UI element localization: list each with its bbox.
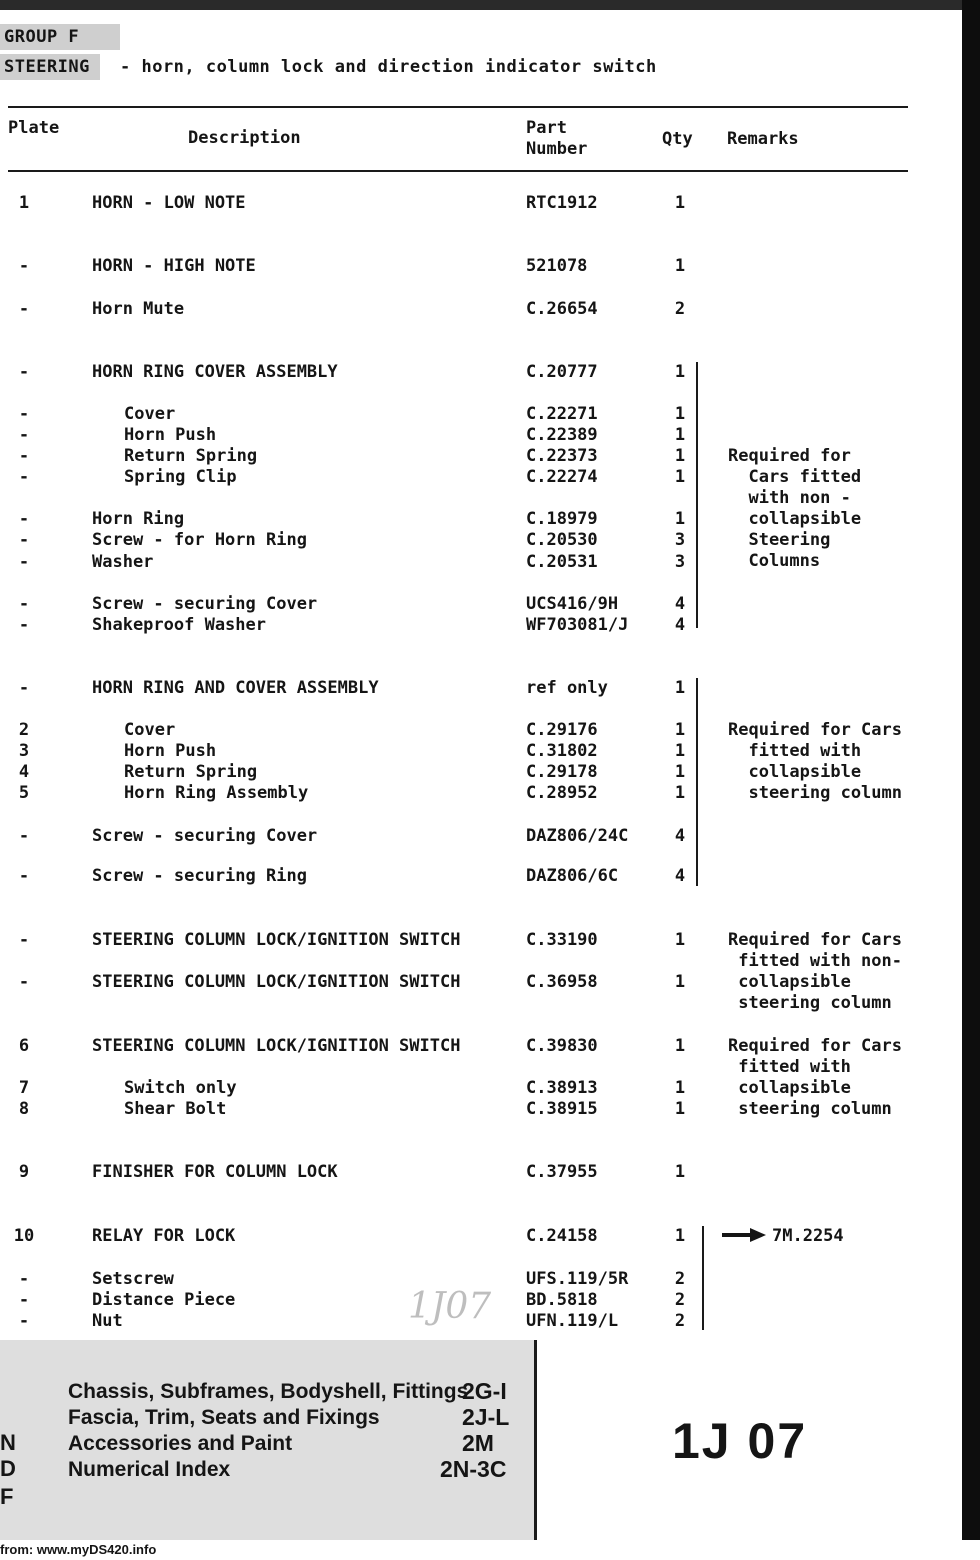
part-number-cell: UFN.119/L bbox=[526, 1311, 619, 1331]
description-cell: Screw - securing Ring bbox=[92, 866, 307, 886]
remark-lock-collapsible: Required for Cars fitted with collapsible steering column bbox=[728, 1036, 902, 1119]
footer-tab-letter: F bbox=[0, 1484, 14, 1509]
qty-cell: 1 bbox=[674, 404, 686, 424]
svg-text:1J07: 1J07 bbox=[408, 1286, 492, 1326]
source-credit: from: www.myDS420.info bbox=[0, 1542, 157, 1557]
remark-noncollapsible: Required for Cars fitted with non - collapsible Steering Columns bbox=[728, 446, 862, 571]
footer-code-chassis: 2G-I bbox=[462, 1378, 507, 1404]
qty-cell: 1 bbox=[674, 1099, 686, 1119]
table-row bbox=[0, 826, 960, 846]
qty-cell: 1 bbox=[674, 678, 686, 698]
plate-cell: - bbox=[18, 467, 30, 487]
scan-top-edge bbox=[0, 0, 980, 10]
part-number-cell: C.22271 bbox=[526, 404, 598, 424]
plate-cell: - bbox=[18, 362, 30, 382]
plate-cell: 8 bbox=[18, 1099, 30, 1119]
part-number-cell: BD.5818 bbox=[526, 1290, 598, 1310]
group-label: GROUP F bbox=[4, 27, 80, 47]
description-cell: Shakeproof Washer bbox=[92, 615, 266, 635]
column-plate: Plate bbox=[8, 118, 60, 138]
qty-cell: 1 bbox=[674, 930, 686, 950]
table-row bbox=[0, 193, 960, 213]
qty-cell: 1 bbox=[674, 446, 686, 466]
plate-cell: 2 bbox=[18, 720, 30, 740]
remark-collapsible: Required for Cars fitted with collapsible steering column bbox=[728, 720, 902, 803]
part-number-cell: C.36958 bbox=[526, 972, 598, 992]
qty-cell: 1 bbox=[674, 509, 686, 529]
plate-cell: - bbox=[18, 256, 30, 276]
part-number-cell: WF703081/J bbox=[526, 615, 629, 635]
qty-cell: 1 bbox=[674, 972, 686, 992]
relay-reference: 7M.2254 bbox=[772, 1226, 844, 1246]
description-cell: Horn Ring bbox=[92, 509, 185, 529]
part-number-cell: 521078 bbox=[526, 256, 588, 276]
part-number-cell: C.22373 bbox=[526, 446, 598, 466]
footer-index-chassis: Chassis, Subframes, Bodyshell, Fittings bbox=[68, 1380, 469, 1403]
plate-cell: - bbox=[18, 530, 30, 550]
part-number-cell: C.31802 bbox=[526, 741, 598, 761]
description-cell: Horn Mute bbox=[92, 299, 185, 319]
plate-cell: 4 bbox=[18, 762, 30, 782]
part-number-cell: DAZ806/24C bbox=[526, 826, 629, 846]
plate-cell: 5 bbox=[18, 783, 30, 803]
footer-code-fascia: 2J-L bbox=[462, 1404, 510, 1430]
qty-cell: 3 bbox=[674, 552, 686, 572]
description-cell: Screw - for Horn Ring bbox=[92, 530, 307, 550]
plate-cell: - bbox=[18, 594, 30, 614]
description-cell: RELAY FOR LOCK bbox=[92, 1226, 236, 1246]
qty-cell: 1 bbox=[674, 467, 686, 487]
column-part-line2: Number bbox=[526, 139, 588, 159]
qty-cell: 1 bbox=[674, 193, 686, 213]
plate-cell: - bbox=[18, 446, 30, 466]
qty-cell: 2 bbox=[674, 299, 686, 319]
qty-cell: 4 bbox=[674, 594, 686, 614]
part-number-cell: C.22274 bbox=[526, 467, 598, 487]
description-cell: Switch only bbox=[124, 1078, 237, 1098]
part-number-cell: C.29176 bbox=[526, 720, 598, 740]
part-number-cell: ref only bbox=[526, 678, 608, 698]
plate-cell: - bbox=[18, 972, 30, 992]
faint-stamp-watermark bbox=[404, 1282, 514, 1326]
footer-code-accessories: 2M bbox=[462, 1430, 494, 1456]
part-number-cell: DAZ806/6C bbox=[526, 866, 619, 886]
qty-cell: 4 bbox=[674, 866, 686, 886]
description-cell: Cover bbox=[124, 404, 176, 424]
description-cell: Shear Bolt bbox=[124, 1099, 227, 1119]
plate-cell: - bbox=[18, 1269, 30, 1289]
table-row bbox=[0, 256, 960, 276]
footer-index-numerical: Numerical Index bbox=[68, 1458, 231, 1481]
description-cell: Horn Push bbox=[124, 425, 217, 445]
qty-cell: 1 bbox=[674, 720, 686, 740]
description-cell: Return Spring bbox=[124, 762, 258, 782]
part-number-cell: C.37955 bbox=[526, 1162, 598, 1182]
qty-cell: 1 bbox=[674, 762, 686, 782]
part-number-cell: C.28952 bbox=[526, 783, 598, 803]
part-number-cell: C.20777 bbox=[526, 362, 598, 382]
description-cell: HORN - HIGH NOTE bbox=[92, 256, 256, 276]
qty-cell: 2 bbox=[674, 1290, 686, 1310]
table-row bbox=[0, 362, 960, 382]
footer-index-accessories: Accessories and Paint bbox=[68, 1432, 293, 1455]
footer-code-numerical: 2N-3C bbox=[440, 1456, 507, 1482]
table-row bbox=[0, 615, 960, 635]
plate-cell: 9 bbox=[18, 1162, 30, 1182]
footer-tab-letter: N bbox=[0, 1430, 16, 1455]
description-cell: HORN - LOW NOTE bbox=[92, 193, 246, 213]
column-qty: Qty bbox=[662, 129, 693, 149]
plate-cell: 1 bbox=[18, 193, 30, 213]
description-cell: STEERING COLUMN LOCK/IGNITION SWITCH bbox=[92, 972, 461, 992]
table-row bbox=[0, 1162, 960, 1182]
description-cell: STEERING COLUMN LOCK/IGNITION SWITCH bbox=[92, 1036, 461, 1056]
part-number-cell: C.38915 bbox=[526, 1099, 598, 1119]
scan-right-edge bbox=[962, 0, 980, 1560]
qty-cell: 1 bbox=[674, 783, 686, 803]
qty-cell: 1 bbox=[674, 362, 686, 382]
part-number-cell: C.26654 bbox=[526, 299, 598, 319]
qty-cell: 2 bbox=[674, 1269, 686, 1289]
description-cell: Horn Ring Assembly bbox=[124, 783, 309, 803]
description-cell: STEERING COLUMN LOCK/IGNITION SWITCH bbox=[92, 930, 461, 950]
footer-tab-letter: D bbox=[0, 1456, 16, 1481]
plate-cell: 6 bbox=[18, 1036, 30, 1056]
arrow-right-icon bbox=[722, 1228, 766, 1242]
plate-cell: - bbox=[18, 826, 30, 846]
plate-cell: - bbox=[18, 678, 30, 698]
remark-lock-noncollapsible: Required for Cars fitted with non- collapsible steering column bbox=[728, 930, 902, 1013]
description-cell: HORN RING AND COVER ASSEMBLY bbox=[92, 678, 379, 698]
plate-cell: - bbox=[18, 1311, 30, 1331]
plate-cell: 10 bbox=[13, 1226, 35, 1246]
page-code: 1J 07 bbox=[672, 1413, 808, 1469]
plate-cell: - bbox=[18, 425, 30, 445]
description-cell: Horn Push bbox=[124, 741, 217, 761]
qty-cell: 1 bbox=[674, 1036, 686, 1056]
description-cell: Screw - securing Cover bbox=[92, 826, 318, 846]
part-number-cell: RTC1912 bbox=[526, 193, 598, 213]
section-label: STEERING bbox=[4, 57, 90, 77]
plate-cell: - bbox=[18, 552, 30, 572]
qty-cell: 1 bbox=[674, 1226, 686, 1246]
description-cell: Screw - securing Cover bbox=[92, 594, 318, 614]
column-part-line1: Part bbox=[526, 118, 567, 138]
description-cell: HORN RING COVER ASSEMBLY bbox=[92, 362, 338, 382]
description-cell: Washer bbox=[92, 552, 154, 572]
qty-cell: 3 bbox=[674, 530, 686, 550]
plate-cell: - bbox=[18, 866, 30, 886]
part-number-cell: C.20530 bbox=[526, 530, 598, 550]
plate-cell: - bbox=[18, 509, 30, 529]
part-number-cell: C.22389 bbox=[526, 425, 598, 445]
group-bracket-noncollapsible bbox=[696, 362, 698, 628]
qty-cell: 4 bbox=[674, 615, 686, 635]
part-number-cell: C.24158 bbox=[526, 1226, 598, 1246]
group-bracket-relay bbox=[702, 1226, 704, 1330]
qty-cell: 2 bbox=[674, 1311, 686, 1331]
qty-cell: 4 bbox=[674, 826, 686, 846]
description-cell: Setscrew bbox=[92, 1269, 174, 1289]
plate-cell: 3 bbox=[18, 741, 30, 761]
part-number-cell: C.20531 bbox=[526, 552, 598, 572]
table-row bbox=[0, 594, 960, 614]
table-row bbox=[0, 404, 960, 424]
header-rule-bottom bbox=[8, 170, 908, 172]
table-row bbox=[0, 678, 960, 698]
plate-cell: - bbox=[18, 404, 30, 424]
description-cell: Nut bbox=[92, 1311, 123, 1331]
qty-cell: 1 bbox=[674, 425, 686, 445]
plate-cell: - bbox=[18, 930, 30, 950]
part-number-cell: C.39830 bbox=[526, 1036, 598, 1056]
header-rule-top bbox=[8, 106, 908, 108]
description-cell: Spring Clip bbox=[124, 467, 237, 487]
part-number-cell: C.38913 bbox=[526, 1078, 598, 1098]
qty-cell: 1 bbox=[674, 741, 686, 761]
description-cell: Distance Piece bbox=[92, 1290, 236, 1310]
description-cell: Cover bbox=[124, 720, 176, 740]
column-remarks: Remarks bbox=[727, 129, 799, 149]
footer-index-fascia: Fascia, Trim, Seats and Fixings bbox=[68, 1406, 380, 1429]
table-row bbox=[0, 425, 960, 445]
plate-cell: - bbox=[18, 299, 30, 319]
plate-cell: - bbox=[18, 1290, 30, 1310]
part-number-cell: UFS.119/5R bbox=[526, 1269, 629, 1289]
part-number-cell: C.18979 bbox=[526, 509, 598, 529]
qty-cell: 1 bbox=[674, 1162, 686, 1182]
description-cell: Return Spring bbox=[124, 446, 258, 466]
footer-divider bbox=[534, 1340, 537, 1540]
part-number-cell: C.33190 bbox=[526, 930, 598, 950]
section-subtitle: - horn, column lock and direction indicator switch bbox=[120, 57, 657, 77]
plate-cell: 7 bbox=[18, 1078, 30, 1098]
group-bracket-collapsible bbox=[696, 678, 698, 886]
qty-cell: 1 bbox=[674, 256, 686, 276]
column-description: Description bbox=[188, 128, 301, 148]
table-row bbox=[0, 866, 960, 886]
plate-cell: - bbox=[18, 615, 30, 635]
qty-cell: 1 bbox=[674, 1078, 686, 1098]
part-number-cell: C.29178 bbox=[526, 762, 598, 782]
description-cell: FINISHER FOR COLUMN LOCK bbox=[92, 1162, 338, 1182]
table-row bbox=[0, 299, 960, 319]
part-number-cell: UCS416/9H bbox=[526, 594, 619, 614]
